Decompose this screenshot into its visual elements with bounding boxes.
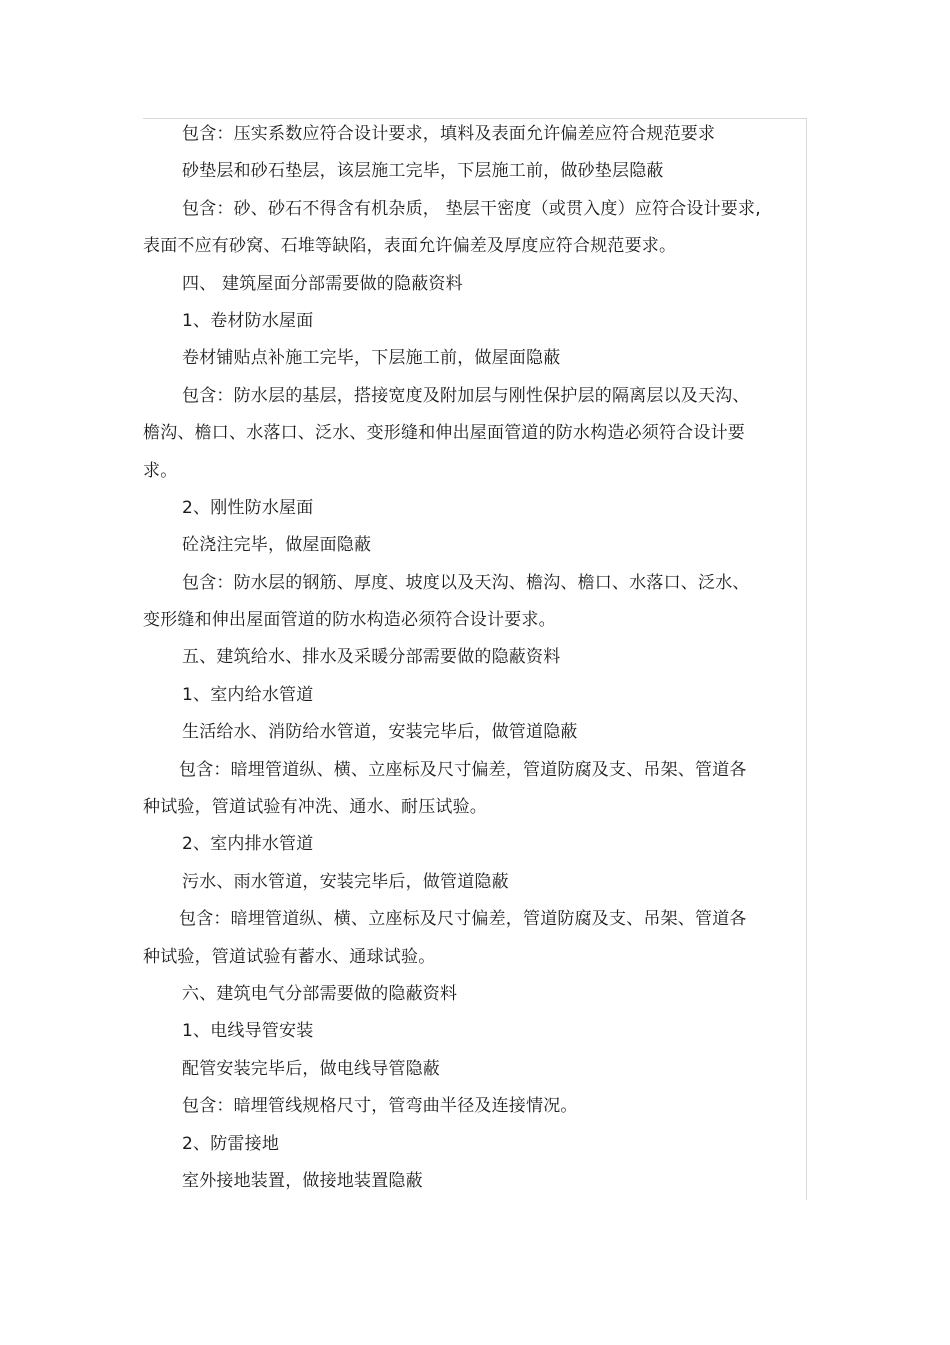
text-line: 求。 xyxy=(143,460,178,481)
text-line: 配管安装完毕后，做电线导管隐蔽 xyxy=(182,1058,440,1079)
text-line: 2、刚性防水屋面 xyxy=(182,497,314,518)
text-line: 包含：压实系数应符合设计要求，填料及表面允许偏差应符合规范要求 xyxy=(182,124,716,144)
text-line: 包含：防水层的钢筋、厚度、坡度以及天沟、檐沟、檐口、水落口、泛水、 xyxy=(182,572,750,593)
text-line: 包含：暗埋管线规格尺寸，管弯曲半径及连接情况。 xyxy=(182,1096,578,1117)
text-line: 污水、雨水管道，安装完毕后，做管道隐蔽 xyxy=(182,871,509,892)
text-line: 檐沟、檐口、水落口、泛水、变形缝和伸出屋面管道的防水构造必须符合设计要 xyxy=(143,423,745,444)
text-line: 2、室内排水管道 xyxy=(182,834,314,855)
text-line: 砂垫层和砂石垫层，该层施工完毕，下层施工前，做砂垫层隐蔽 xyxy=(182,161,664,182)
text-line: 1、卷材防水屋面 xyxy=(182,310,314,331)
document-body xyxy=(143,116,807,1200)
text-line: 生活给水、消防给水管道，安装完毕后，做管道隐蔽 xyxy=(182,722,578,743)
text-line: 包含：砂、砂石不得含有机杂质， 垫层干密度（或贯入度）应符合设计要求, xyxy=(182,198,761,219)
text-line: 变形缝和伸出屋面管道的防水构造必须符合设计要求。 xyxy=(143,610,556,631)
text-line: 1、电线导管安装 xyxy=(182,1021,314,1042)
text-line: 表面不应有砂窝、石堆等缺陷，表面允许偏差及厚度应符合规范要求。 xyxy=(143,236,677,257)
text-line: 包含：暗埋管道纵、横、立座标及尺寸偏差，管道防腐及支、吊架、管道各 xyxy=(179,759,747,780)
text-line: 室外接地装置，做接地装置隐蔽 xyxy=(182,1170,423,1191)
text-line: 五、建筑给水、排水及采暖分部需要做的隐蔽资料 xyxy=(182,647,561,668)
text-line: 砼浇注完毕，做屋面隐蔽 xyxy=(182,535,372,556)
text-line: 卷材铺贴点补施工完毕，下层施工前，做屋面隐蔽 xyxy=(182,348,561,369)
text-line: 种试验，管道试验有冲洗、通水、耐压试验。 xyxy=(143,797,487,818)
text-line: 六、建筑电气分部需要做的隐蔽资料 xyxy=(182,983,458,1004)
text-line: 包含：暗埋管道纵、横、立座标及尺寸偏差，管道防腐及支、吊架、管道各 xyxy=(179,909,747,930)
text-line: 2、防雷接地 xyxy=(182,1133,280,1154)
text-line: 种试验，管道试验有蓄水、通球试验。 xyxy=(143,946,436,967)
text-line: 四、 建筑屋面分部需要做的隐蔽资料 xyxy=(182,273,463,294)
text-line: 包含：防水层的基层，搭接宽度及附加层与刚性保护层的隔离层以及天沟、 xyxy=(182,385,750,406)
text-line: 1、室内给水管道 xyxy=(182,684,314,705)
